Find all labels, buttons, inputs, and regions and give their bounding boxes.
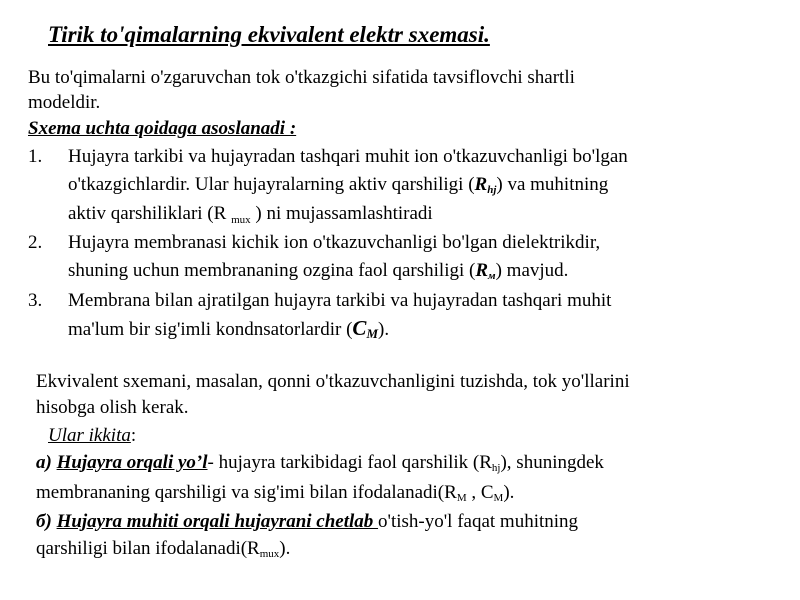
- subscript: hj: [491, 462, 501, 474]
- paragraph-2-line-1: Ekvivalent sxemani, masalan, qonni o'tkazuvchanligini tuzishda, tok yo'llarini: [36, 371, 630, 392]
- rules-heading: Sxema uchta qoidaga asoslanadi :: [28, 118, 297, 139]
- subscript: M: [366, 326, 378, 341]
- text-span: :: [130, 425, 137, 446]
- resistance-symbol: R: [475, 260, 489, 281]
- text-span: aktiv qarshiliklari (R: [68, 203, 232, 224]
- text-span: ).: [279, 538, 291, 559]
- way-a-line-2: [36, 481, 514, 505]
- ways-heading: [48, 424, 136, 448]
- list-item-3-line-2: [68, 316, 389, 342]
- text-span: ).: [503, 482, 515, 503]
- text-span: o'tkazgichlardir. Ular hujayralarning aktiv qarshiligi (: [68, 174, 475, 195]
- resistance-symbol: R: [474, 174, 488, 195]
- capacitance-symbol: C: [352, 316, 367, 340]
- way-a-name: Hujayra orqali yo’l: [56, 452, 208, 473]
- text-span: ) ni mujassamlashtiradi: [250, 203, 433, 224]
- page-title: Tirik to'qimalarning ekvivalent elektr sxemasi.: [48, 22, 490, 47]
- text-span: ), shuningdek: [500, 452, 604, 473]
- subscript: mux: [231, 214, 251, 226]
- text-span: ) mavjud.: [495, 260, 569, 281]
- text-span: shuning uchun membrananing ozgina faol qarshiligi (: [68, 260, 476, 281]
- list-item-1-line-3: [68, 202, 433, 232]
- text-span: ).: [378, 319, 390, 340]
- list-item-3-line-1: Membrana bilan ajratilgan hujayra tarkibi va hujayradan tashqari muhit: [68, 290, 612, 311]
- text-span: ) va muhitning: [496, 174, 609, 195]
- subscript: hj: [487, 184, 497, 196]
- text-span: qarshiligi bilan ifodalanadi(R: [36, 538, 260, 559]
- subscript: mux: [259, 548, 280, 560]
- way-b-line-2: [36, 537, 290, 561]
- ways-heading-text: Ular ikkita: [48, 425, 131, 446]
- list-item-2-line-1: Hujayra membranasi kichik ion o'tkazuvchanligi bo'lgan dielektrikdir,: [68, 232, 601, 253]
- text-span: , C: [466, 482, 494, 503]
- paragraph-2-line-2: hisobga olish kerak.: [36, 397, 189, 418]
- way-b-name: Hujayra muhiti orqali hujayrani chetlab: [56, 511, 379, 532]
- intro-line-1: Bu to'qimalarni o'zgaruvchan tok o'tkazgichi sifatida tavsiflovchi shartli: [28, 67, 575, 88]
- subscript: M: [456, 492, 467, 504]
- list-item-number: 1.: [28, 146, 43, 167]
- subscript: м: [488, 270, 496, 282]
- subscript: M: [493, 492, 504, 504]
- way-b-line-1: [36, 510, 578, 534]
- text-span: ma'lum bir sig'imli kondnsatorlardir (: [68, 319, 353, 340]
- way-letter: а): [36, 452, 52, 473]
- list-item-number: 3.: [28, 290, 43, 311]
- text-span: membrananing qarshiligi va sig'imi bilan ifodalanadi(R: [36, 482, 457, 503]
- text-span: - hujayra tarkibidagi faol qarshilik (R: [207, 452, 492, 473]
- way-a-line-1: [36, 451, 604, 475]
- list-item-1-line-1: Hujayra tarkibi va hujayradan tashqari muhit ion o'tkazuvchanligi bo'lgan: [68, 146, 628, 167]
- intro-line-2: modeldir.: [28, 92, 101, 113]
- text-span: o'tish-yo'l faqat muhitning: [378, 511, 579, 532]
- list-item-number: 2.: [28, 232, 43, 253]
- list-item-1-line-2: [68, 173, 608, 197]
- list-item-2-line-2: [68, 259, 568, 283]
- way-letter: б): [36, 511, 52, 532]
